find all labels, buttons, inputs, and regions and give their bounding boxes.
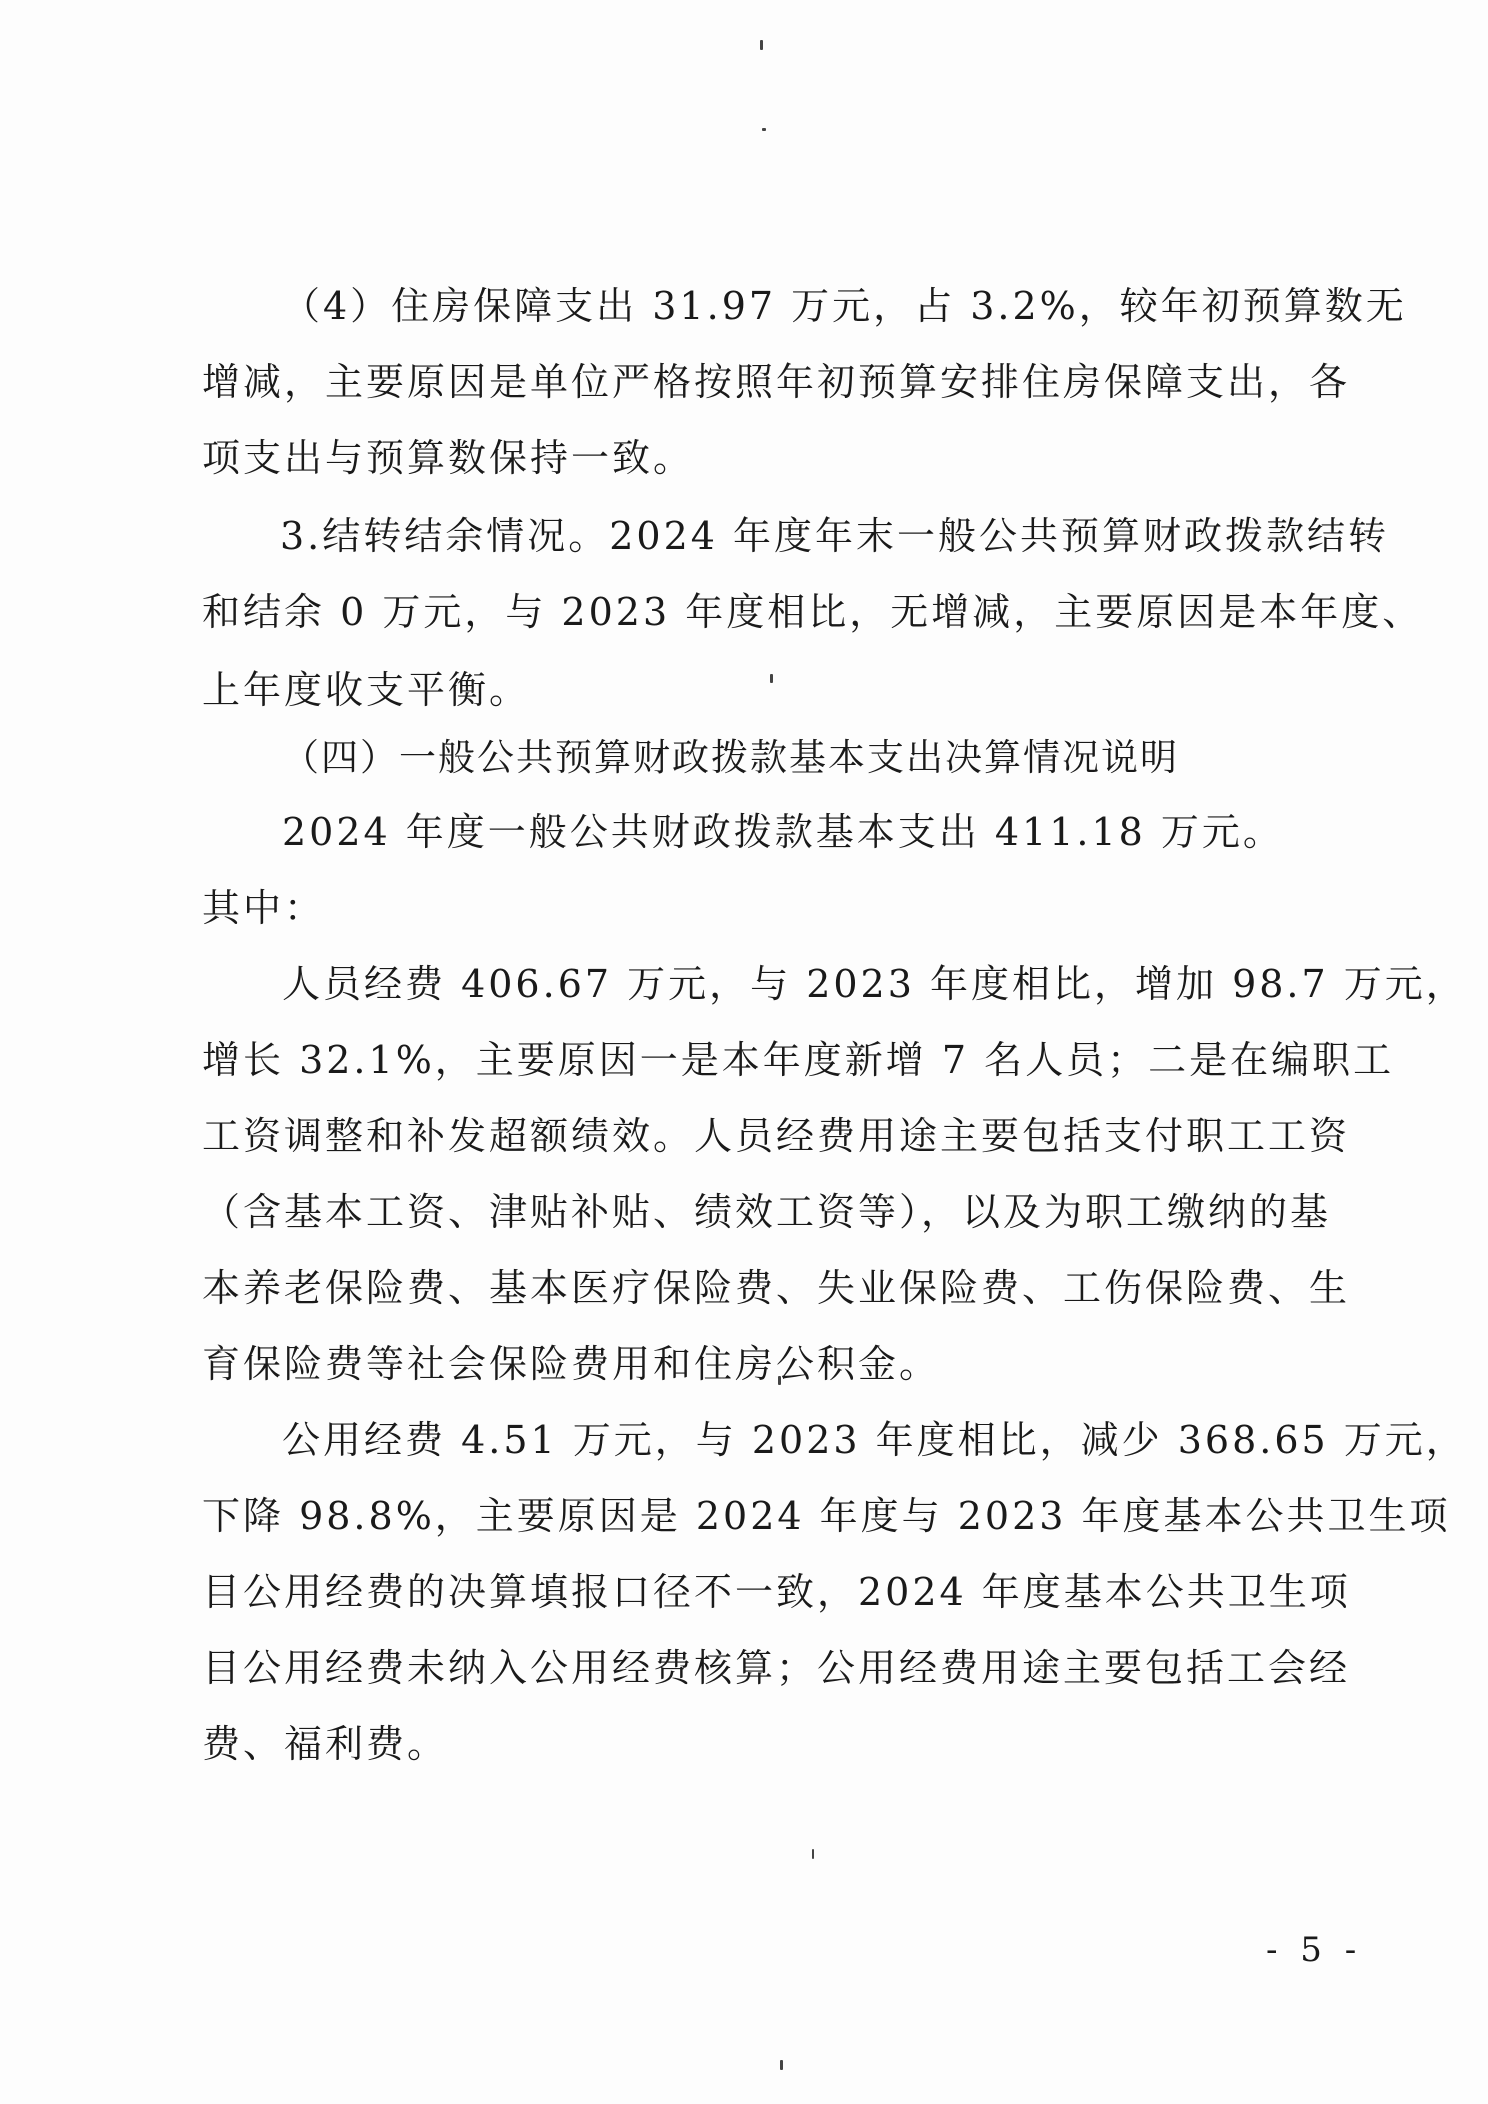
text-line: 项支出与预算数保持一致。: [202, 436, 695, 480]
text-line: （4）住房保障支出 31.97 万元，占 3.2%，较年初预算数无: [282, 284, 1407, 328]
text-line: 人员经费 406.67 万元，与 2023 年度相比，增加 98.7 万元，: [282, 962, 1467, 1006]
scan-mark: [812, 1849, 814, 1859]
text-line: 增减，主要原因是单位严格按照年初预算安排住房保障支出，各: [202, 360, 1351, 404]
text-line: 增长 32.1%，主要原因一是本年度新增 7 名人员；二是在编职工: [202, 1038, 1395, 1082]
scan-mark: [780, 2060, 783, 2070]
scan-mark: [762, 128, 766, 131]
text-line: 工资调整和补发超额绩效。人员经费用途主要包括支付职工工资: [202, 1114, 1351, 1158]
section-heading: （四）一般公共预算财政拨款基本支出决算情况说明: [282, 736, 1179, 779]
scan-mark: [770, 674, 773, 683]
text-line: 本养老保险费、基本医疗保险费、失业保险费、工伤保险费、生: [202, 1266, 1351, 1310]
page-number: - 5 -: [1266, 1930, 1363, 1970]
text-line: 费、福利费。: [202, 1722, 449, 1766]
text-line: 和结余 0 万元，与 2023 年度相比，无增减，主要原因是本年度、: [202, 590, 1424, 634]
text-line: 3.结转结余情况。2024 年度年末一般公共预算财政拨款结转: [280, 514, 1390, 558]
text-line: 目公用经费未纳入公用经费核算；公用经费用途主要包括工会经: [202, 1646, 1351, 1690]
text-line: 2024 年度一般公共财政拨款基本支出 411.18 万元。: [282, 810, 1284, 854]
scan-mark: [760, 40, 763, 50]
text-line: 下降 98.8%，主要原因是 2024 年度与 2023 年度基本公共卫生项: [202, 1494, 1451, 1538]
text-line: 公用经费 4.51 万元，与 2023 年度相比，减少 368.65 万元，: [282, 1418, 1467, 1462]
text-line: 上年度收支平衡。: [202, 668, 531, 712]
text-line: 育保险费等社会保险费用和住房公积金。: [202, 1342, 941, 1386]
text-line: 其中：: [202, 886, 326, 930]
text-line: （含基本工资、津贴补贴、绩效工资等），以及为职工缴纳的基: [202, 1190, 1332, 1234]
text-line: 目公用经费的决算填报口径不一致，2024 年度基本公共卫生项: [202, 1570, 1351, 1614]
